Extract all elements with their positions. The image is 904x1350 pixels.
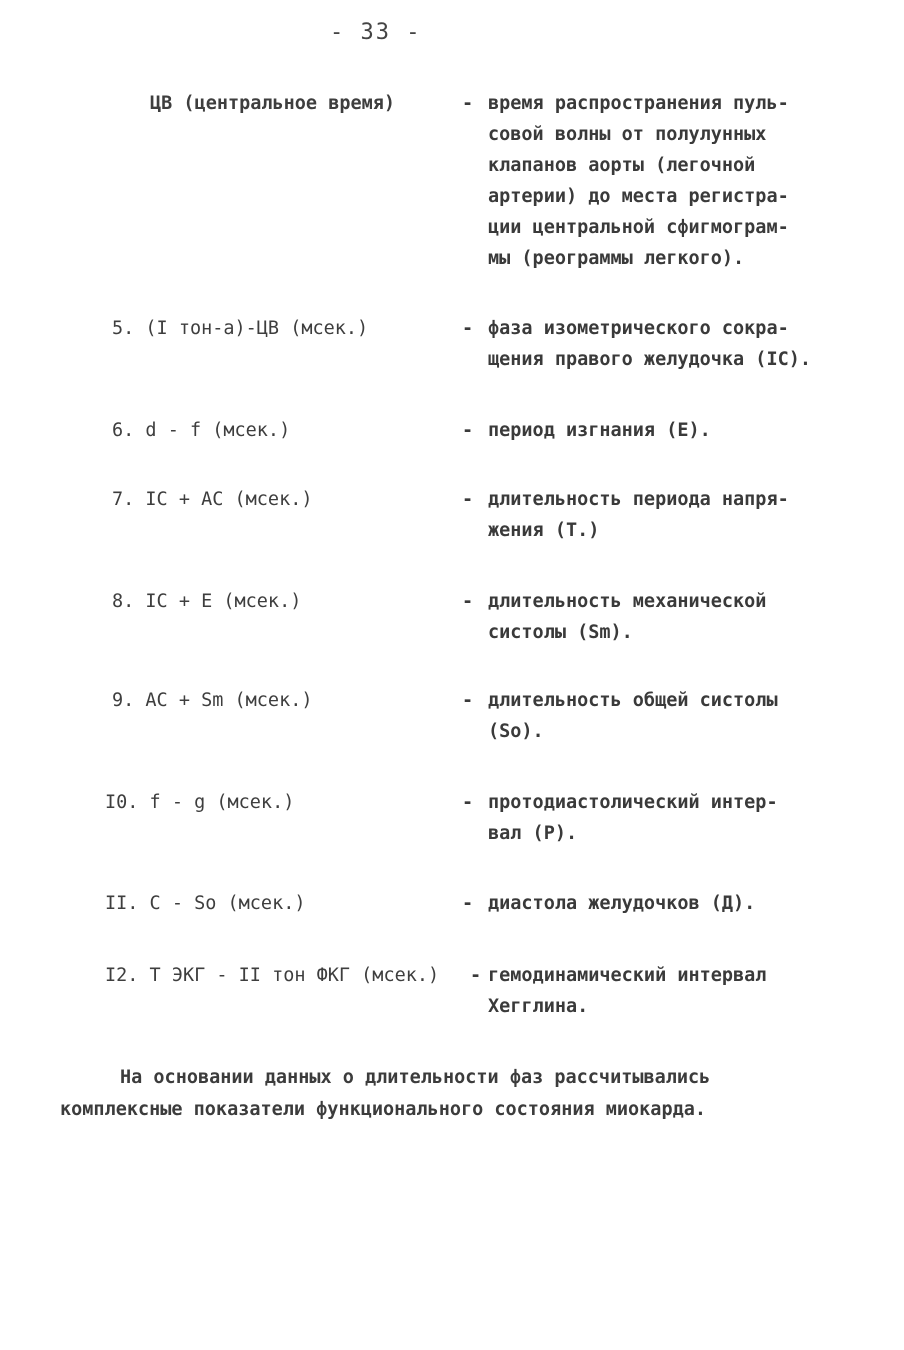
- list-item: [0, 586, 904, 656]
- entry-definition-text: диастола желудочков (Д).: [488, 893, 756, 914]
- entry-term: ЦВ (центральное время): [150, 93, 396, 114]
- entry-term: 9. AC + Sm (мсек.): [112, 690, 313, 711]
- entry-term: II. C - So (мсек.): [105, 893, 306, 914]
- entry-definition-text: протодиастолический интер- вал (Р).: [488, 792, 778, 844]
- entry-dash: -: [462, 893, 474, 914]
- entry-dash: -: [462, 591, 474, 612]
- entry-term: 7. IC + AC (мсек.): [112, 489, 313, 510]
- entry-definition-text: длительность общей систолы (So).: [488, 690, 778, 742]
- entry-definition-text: длительность механической систолы (Sm).: [488, 591, 767, 643]
- entry-definition-text: фаза изометрического сокра- щения правого желудочка (IC).: [488, 318, 812, 370]
- entry-dash: -: [470, 965, 482, 986]
- list-item: [0, 888, 904, 928]
- entry-definition-text: гемодинамический интервал Хегглина.: [488, 965, 767, 1017]
- list-item: [0, 787, 904, 857]
- entry-term: 8. IC + E (мсек.): [112, 591, 302, 612]
- closing-line: комплексные показатели функционального состояния миокарда.: [60, 1099, 707, 1120]
- entry-definition-text: период изгнания (Е).: [488, 420, 711, 441]
- list-item: [0, 88, 904, 278]
- list-item: [0, 960, 904, 1030]
- entry-dash: -: [462, 420, 474, 441]
- closing-paragraph: [60, 1062, 840, 1126]
- list-item: [0, 484, 904, 554]
- entry-term: 6. d - f (мсек.): [112, 420, 291, 441]
- page-number: - 33 -: [330, 20, 422, 45]
- entry-definition-text: время распространения пуль- совой волны от полулунных клапанов аорты (легочной артерии) до места регистра- ции центральной сфигмограм- мы (реограммы легкого).: [488, 93, 789, 269]
- entry-dash: -: [462, 318, 474, 339]
- entry-definition-text: длительность периода напря- жения (Т.): [488, 489, 789, 541]
- entry-dash: -: [462, 690, 474, 711]
- list-item: [0, 313, 904, 383]
- entry-dash: -: [462, 792, 474, 813]
- entry-term: I0. f - g (мсек.): [105, 792, 295, 813]
- list-item: [0, 685, 904, 755]
- closing-line: На основании данных о длительности фаз рассчитывались: [120, 1067, 711, 1088]
- entry-dash: -: [462, 93, 474, 114]
- entry-term: 5. (I тон-а)-ЦВ (мсек.): [112, 318, 369, 339]
- entry-term: I2. Т ЭКГ - II тон ФКГ (мсек.): [105, 965, 440, 986]
- entry-dash: -: [462, 489, 474, 510]
- list-item: [0, 415, 904, 455]
